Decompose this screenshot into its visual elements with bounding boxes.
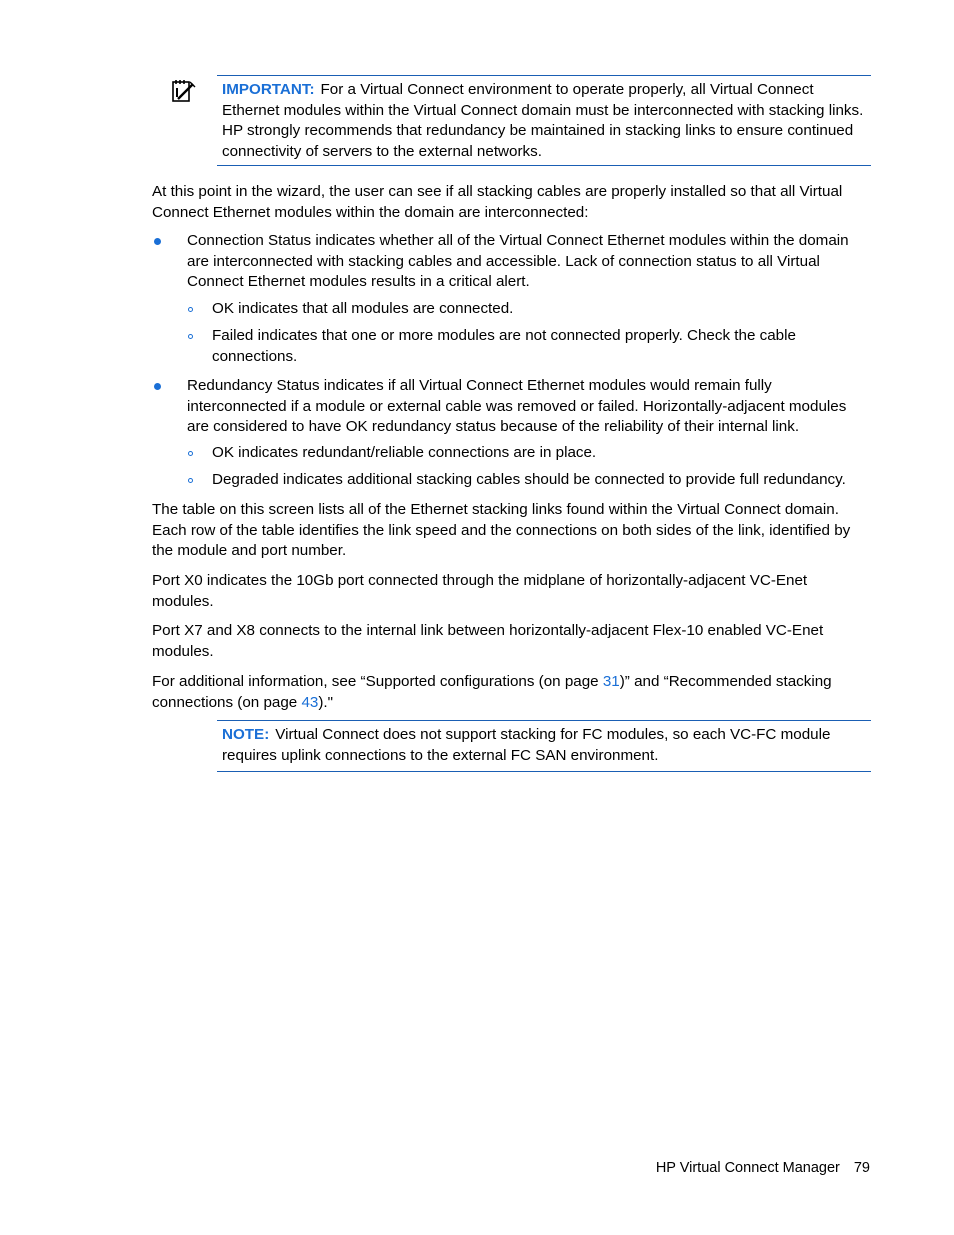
page-footer (656, 1158, 870, 1179)
sub-bullet-text: OK indicates redundant/reliable connections are in place. (212, 444, 597, 461)
additional-info-text: )." (318, 693, 334, 711)
sub-bullet-text: Failed indicates that one or more modules are not connected properly. Check the cable connections. (212, 327, 796, 365)
bullet-text: Connection Status indicates whether all of the Virtual Connect Ethernet modules within the domain are interconnected with stacking cables and accessible. Lack of connection status to all Virtual Connect Ethernet modules results in a critical alert. (187, 232, 849, 291)
sub-bullet-circle-icon (188, 307, 193, 312)
sub-bullet-text: Degraded indicates additional stacking cables should be connected to provide full redundancy. (212, 471, 846, 488)
additional-info-paragraph (152, 672, 872, 713)
intro-paragraph: At this point in the wizard, the user can see if all stacking cables are properly installed so that all Virtual Connect Ethernet modules within the domain are interconnected: (152, 183, 843, 221)
sub-bullet-circle-icon (188, 334, 193, 339)
important-callout (217, 75, 871, 166)
additional-info-text: )” and “Recommended stacking connections (on page (152, 673, 832, 711)
important-label: IMPORTANT: (222, 81, 315, 98)
port-x7-x8-paragraph: Port X7 and X8 connects to the internal link between horizontally-adjacent Flex-10 enabled VC-Enet modules. (152, 622, 824, 660)
bullet-dot-icon (154, 238, 161, 245)
note-callout (217, 720, 871, 772)
note-text: Virtual Connect does not support stacking for FC modules, so each VC-FC module requires uplink connections to the external FC SAN environment. (222, 726, 831, 764)
sub-bullet-circle-icon (188, 451, 193, 456)
additional-info-text: For additional information, see “Supported configurations (on page (152, 673, 603, 690)
page-link-31[interactable]: 31 (602, 673, 620, 690)
page-link-43[interactable]: 43 (301, 693, 319, 711)
table-description-paragraph: The table on this screen lists all of the Ethernet stacking links found within the Virtual Connect domain. Each row of the table identifies the link speed and the connections on both sides of the link, identified by the module and port number. (152, 501, 851, 560)
important-icon (170, 78, 196, 104)
important-text-block (222, 80, 867, 162)
page-number: 79 (853, 1160, 870, 1176)
bullet-text: Redundancy Status indicates if all Virtual Connect Ethernet modules would remain fully interconnected if a module or external cable was removed or failed. Horizontally-adjacent modules are considered to have OK redundancy status because of the reliability of their internal link. (187, 377, 847, 436)
bullet-dot-icon (154, 383, 161, 390)
sub-bullet-circle-icon (188, 478, 193, 483)
important-text: For a Virtual Connect environment to operate properly, all Virtual Connect Ethernet modules within the Virtual Connect domain must be interconnected with stacking links. HP strongly recommends that redundancy be maintained in stacking links to ensure continued connectivity of servers to the external networks. (222, 81, 864, 160)
port-x0-paragraph: Port X0 indicates the 10Gb port connected through the midplane of horizontally-adjacent VC-Enet modules. (152, 572, 808, 610)
note-label: NOTE: (222, 726, 270, 743)
sub-bullet-text: OK indicates that all modules are connected. (212, 300, 514, 317)
footer-title: HP Virtual Connect Manager (655, 1160, 840, 1176)
note-text-block (222, 725, 867, 766)
